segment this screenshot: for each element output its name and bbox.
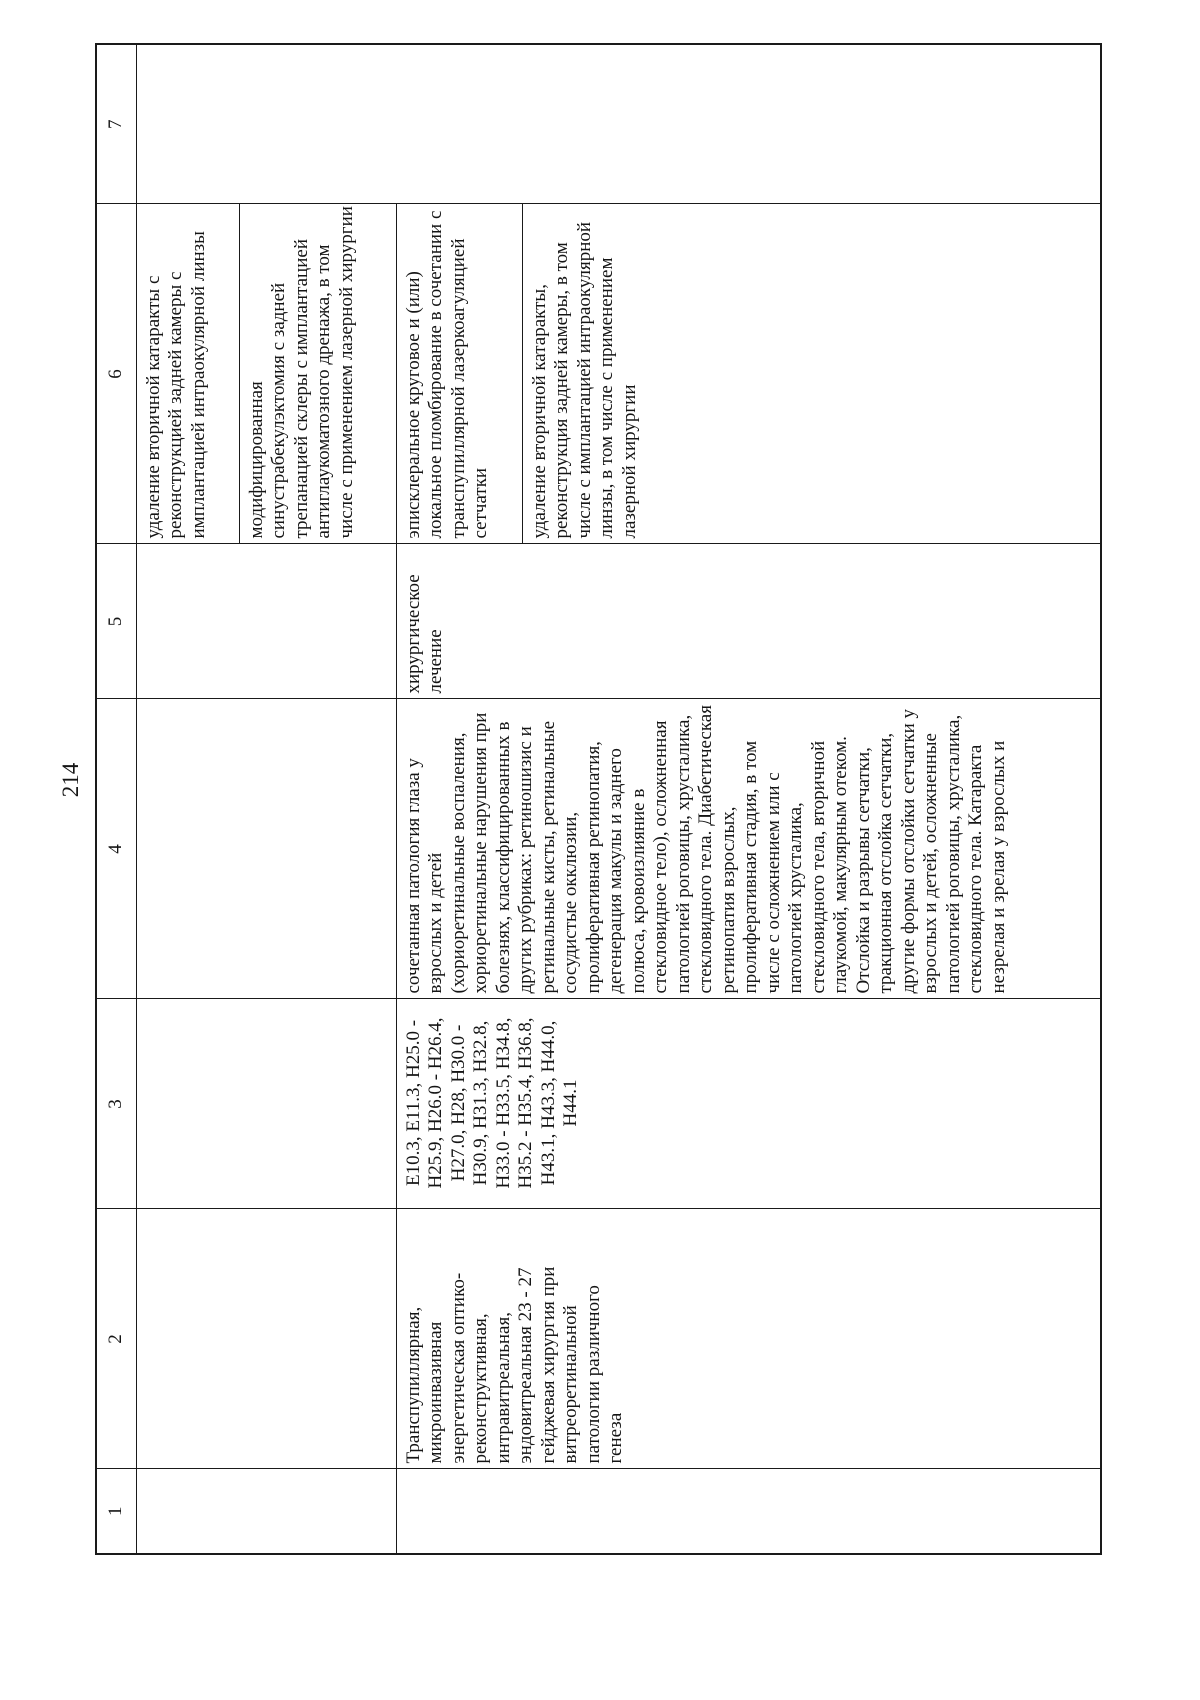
page-number: 214: [58, 762, 83, 798]
cell-column-7: [136, 44, 1101, 204]
cell-empty: [136, 1469, 396, 1554]
column-number-6: 6: [96, 204, 136, 544]
column-number-4: 4: [96, 699, 136, 999]
column-number-7: 7: [96, 44, 136, 204]
methods-cell: [396, 204, 1101, 544]
method-secondary-cataract-removal: удаление вторичной катаракты, реконструкция задней камеры, в том числе с имплантацией интраокулярной линзы, в том числе с применением лазерной хирургии: [522, 205, 642, 544]
patient-model: сочетанная патология глаза у взрослых и детей (хориоретинальные воспаления, хориоретинальные нарушения при болезнях, классифицированных в других рубриках: ретиношизис и ретинальные кисты, ретинальные сосудистые окклюзии, пролиферативная ретинопатия, дегенерация макулы и заднего полюса, кровоизлияние в стекловидное тело), осложненная патологией роговицы, хрусталика, стекловидного тела. Диабетическая ретинопатия взрослых, пролиферативная стадия, в том числе с осложнением или с патологией хрусталика, стекловидного тела, вторичной глаукомой, макулярным отеком. Отслойка и разрывы сетчатки, тракционная отслойка сетчатки, другие формы отслойки сетчатки у взрослых и детей, осложненные патологией роговицы, хрусталика, стекловидного тела. Катаракта незрелая и зрелая у взрослых и: [396, 699, 1101, 999]
column-number-row: [96, 44, 136, 1554]
method-secondary-cataract: удаление вторичной катаракты с реконструкцией задней камеры с имплантацией интраокулярной линзы: [142, 231, 209, 539]
treatment-type: хирургическое лечение: [396, 544, 1101, 699]
table-row: [396, 44, 1101, 1554]
table-row-continuation: [136, 44, 396, 1554]
method-scleral-buckling: эписклеральное круговое и (или) локальное пломбирование в сочетании с транспупиллярной лазеркоагуляцией сетчатки: [402, 210, 491, 539]
method-sinustrabeculectomy: модифицированная синустрабекулэктомия с задней трепанацией склеры с имплантацией антиглаукоматозного дренажа, в том числе с применением лазерной хирургии: [239, 205, 396, 544]
cell-empty: [136, 544, 396, 699]
procedures-table: [95, 43, 1102, 1555]
column-number-3: 3: [96, 999, 136, 1209]
methods-cell: [136, 204, 396, 544]
procedure-name: Транспупиллярная, микроинвазивная энергетическая оптико- реконструктивная, интравитреальная, эндовитреальная 23 - 27 гейджевая хирургия при витреоретинальной патологии различного генеза: [396, 1209, 1101, 1469]
column-number-1: 1: [96, 1469, 136, 1554]
cell-empty: [136, 999, 396, 1209]
column-number-2: 2: [96, 1209, 136, 1469]
cell-empty: [136, 1209, 396, 1469]
cell-empty: [396, 1469, 1101, 1554]
cell-empty: [136, 699, 396, 999]
column-number-5: 5: [96, 544, 136, 699]
icd-codes: E10.3, E11.3, H25.0 - H25.9, H26.0 - H26.4, H27.0, H28, H30.0 - H30.9, H31.3, H32.8, H33.0 - H33.5, H34.8, H35.2 - H35.4, H36.8, H43.1, H43.3, H44.0, H44.1: [396, 999, 1101, 1209]
